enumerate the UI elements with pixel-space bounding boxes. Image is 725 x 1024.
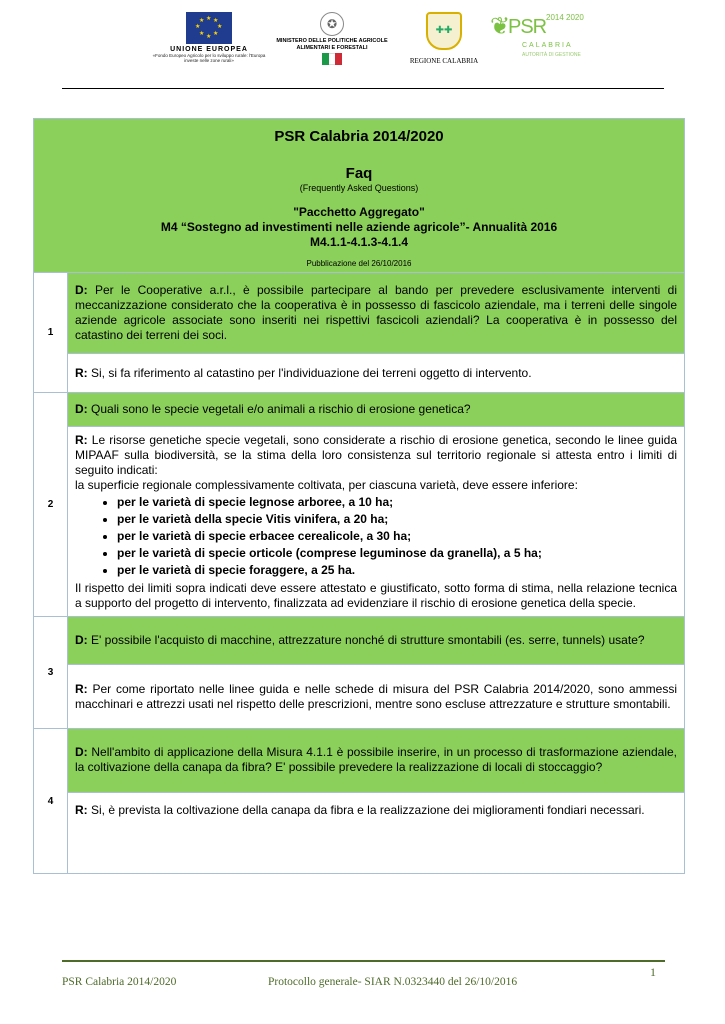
faq-answer-row xyxy=(34,354,685,393)
criteria-item: • per le varietà di specie legnose arboree, a 10 ha; xyxy=(117,494,677,511)
criteria-item: • per le varietà di specie foraggere, a 25 ha. xyxy=(117,562,677,579)
answer-label: R: xyxy=(75,682,88,696)
criteria-item: • per le varietà di specie erbacee cerealicole, a 30 ha; xyxy=(117,528,677,545)
answer-text: Si, è prevista la coltivazione della canapa da fibra e la realizzazione dei miglioramenti fondiari necessari. xyxy=(91,803,645,817)
faq-question-row xyxy=(34,273,685,354)
faq-number: 1 xyxy=(34,273,68,393)
eu-subtitle: «Fondo Europeo Agricolo per lo sviluppo rurale: l'Europa investe nelle zone rurali» xyxy=(152,53,266,63)
faq-answer-row xyxy=(34,427,685,617)
page-number: 1 xyxy=(650,965,656,979)
ministry-logo xyxy=(262,12,402,65)
question-label: D: xyxy=(75,632,88,647)
question-label: D: xyxy=(75,745,88,759)
faq-number: 3 xyxy=(34,617,68,729)
region-title: REGIONE CALABRIA xyxy=(409,57,479,65)
answer-line: la superficie regionale complessivamente coltivata, per ciascuna varietà, deve essere inferiore: xyxy=(75,478,578,492)
faq-number: 2 xyxy=(34,393,68,617)
question-text: Per le Cooperative a.r.l., è possibile partecipare al bando per prevedere esclusivamente interventi di meccanizzazione considerato che la cooperativa è in possesso di fascicolo aziendale, ma i terreni delle singole aziende agricole associate sono inseriti nei rispettivi fascicoli aziendali? La cooperativa è in possesso del catastino dei terreni dei soci. xyxy=(75,282,677,342)
faq-number: 4 xyxy=(34,729,68,874)
criteria-item: • per le varietà di specie orticole (comprese leguminose da granella), a 5 ha; xyxy=(117,545,677,562)
faq-question xyxy=(68,393,685,427)
psr-name: PSR xyxy=(508,16,547,38)
eu-flag-icon: ★ ★ ★ ★ ★ ★ ★ ★ xyxy=(186,12,232,44)
faq-answer xyxy=(68,665,685,729)
header-row xyxy=(34,119,685,273)
question-label: D: xyxy=(75,282,88,297)
region-shield-icon: ✚✚ xyxy=(426,12,462,50)
region-logo xyxy=(404,12,484,65)
psr-region: CALABRIA xyxy=(522,42,573,49)
psr-subtitle: AUTORITÀ DI GESTIONE xyxy=(522,52,581,58)
psr-logo xyxy=(488,10,588,70)
answer-label: R: xyxy=(75,366,88,380)
faq-answer xyxy=(68,793,685,874)
criteria-item: • per le varietà della specie Vitis vinifera, a 20 ha; xyxy=(117,511,677,528)
faq-question xyxy=(68,729,685,793)
answer-text: Per come riportato nelle linee guida e nelle schede di misura del PSR Calabria 2014/2020, sono ammessi macchinari e attrezzi usati nel rispetto delle prescrizioni, mentre sono escluse attrezzature e strutture smontabili. xyxy=(75,682,677,711)
ministry-title: MINISTERO DELLE POLITICHE AGRICOLE ALIMENTARI E FORESTALI xyxy=(276,38,388,51)
faq-question-row xyxy=(34,617,685,665)
faq-answer xyxy=(68,427,685,617)
header-divider xyxy=(62,88,664,89)
answer-intro: Le risorse genetiche specie vegetali, sono considerate a rischio di erosione genetica, secondo le linee guida MIPAAF sulla biodiversità, se la stima della loro consistenza sul territorio regionale si attesta entro i limiti di seguito indicati: xyxy=(75,433,677,477)
faq-subheading: (Frequently Asked Questions) xyxy=(299,183,419,193)
package-title xyxy=(34,205,684,250)
answer-label: R: xyxy=(75,803,88,817)
faq-heading: Faq xyxy=(345,165,373,182)
footer-divider xyxy=(62,960,665,962)
measure-title: M4 “Sostegno ad investimenti nelle aziende agricole”- Annualità 2016 xyxy=(160,220,558,234)
document-title: PSR Calabria 2014/2020 xyxy=(274,128,444,145)
faq-table xyxy=(33,118,685,874)
measure-codes: M4.1.1-4.1.3-4.1.4 xyxy=(309,235,409,249)
criteria-list xyxy=(75,494,677,579)
psr-years: 2014 2020 xyxy=(546,13,584,22)
eu-title: UNIONE EUROPEA xyxy=(170,46,248,53)
answer-text: Si, si fa riferimento al catastino per l'individuazione dei terreni oggetto di intervento. xyxy=(91,366,532,380)
faq-question-row xyxy=(34,393,685,427)
answer-label: R: xyxy=(75,433,88,447)
faq-question xyxy=(68,617,685,665)
italian-emblem-icon: ✪ xyxy=(320,12,344,36)
question-text: Quali sono le specie vegetali e/o animali a rischio di erosione genetica? xyxy=(91,401,471,416)
faq-question xyxy=(68,273,685,354)
logo-strip xyxy=(0,10,725,70)
package-name: "Pacchetto Aggregato" xyxy=(293,205,425,219)
eu-logo xyxy=(150,12,268,63)
faq-answer xyxy=(68,354,685,393)
footer-left: PSR Calabria 2014/2020 xyxy=(62,976,177,988)
answer-outro: Il rispetto dei limiti sopra indicati deve essere attestato e giustificato, sotto forma di stima, nella relazione tecnica a supporto del progetto di intervento, finalizzata ad evidenziare il rischio di erosione genetica della specie. xyxy=(75,581,677,610)
publication-date: Pubblicazione del 26/10/2016 xyxy=(306,259,412,268)
question-label: D: xyxy=(75,401,88,416)
footer-protocol: Protocollo generale- SIAR N.0323440 del 26/10/2016 xyxy=(268,976,518,988)
faq-answer-row xyxy=(34,665,685,729)
question-text: E' possibile l'acquisto di macchine, attrezzature nonché di strutture smontabili (es. serre, tunnels) usate? xyxy=(91,632,645,647)
question-text: Nell'ambito di applicazione della Misura 4.1.1 è possibile inserire, in un processo di trasformazione aziendale, la coltivazione della canapa da fibra? E' possibile prevedere la realizzazione di locali di stoccaggio? xyxy=(75,745,677,774)
italian-flag-icon xyxy=(322,53,342,65)
faq-answer-row xyxy=(34,793,685,874)
header-cell xyxy=(34,119,685,273)
psr-tree-icon: ❦ xyxy=(490,13,511,40)
faq-question-row xyxy=(34,729,685,793)
